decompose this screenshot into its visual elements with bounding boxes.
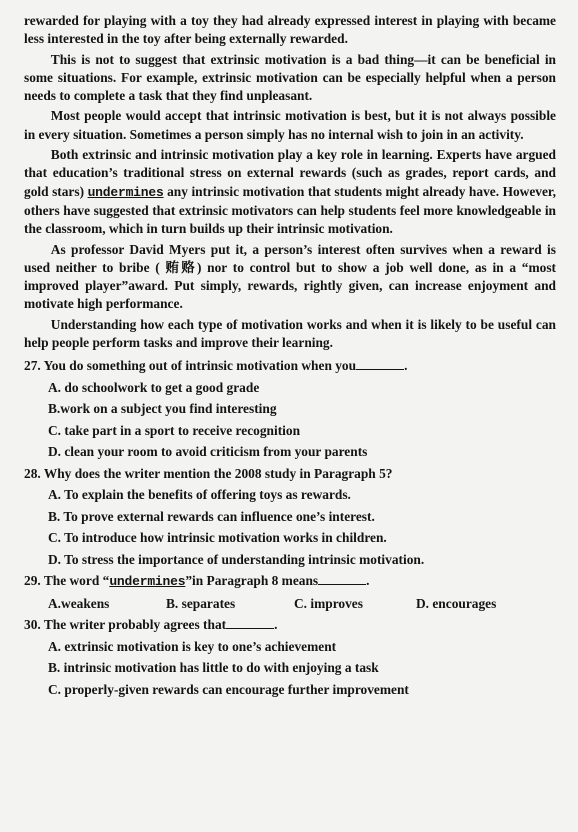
stem-text: . bbox=[404, 358, 408, 374]
option-a[interactable]: A. do schoolwork to get a good grade bbox=[48, 379, 260, 395]
paragraph-4 bbox=[24, 146, 556, 238]
stem-text: 29. The word “ bbox=[24, 573, 110, 589]
paragraph-text: This is not to suggest that extrinsic motivation is a bad thing—it can be beneficial in some situations. For example, extrinsic motivation can be especially helpful when a person needs to complete a task that they find unpleasant. bbox=[24, 51, 556, 104]
paragraph-text: Most people would accept that intrinsic motivation is best, but it is not always possible in every situation. Sometimes a person simply has no internal wish to join in an activity. bbox=[24, 108, 556, 142]
option-d[interactable]: D. clean your room to avoid criticism from your parents bbox=[48, 444, 368, 460]
stem-text: . bbox=[366, 573, 370, 589]
option-a[interactable]: A.weakens bbox=[48, 595, 110, 611]
answer-blank[interactable] bbox=[226, 616, 274, 629]
option-c[interactable]: C. properly-given rewards can encourage further improvement bbox=[48, 681, 409, 697]
paragraph-text: Both extrinsic and intrinsic motivation play a key role in learning. Experts have argued that education’s traditional stress on external rewards (such as grades, report cards, and gold stars) bbox=[24, 147, 556, 199]
paragraph-text: any intrinsic motivation that students might already have. However, others have suggested that extrinsic motivators can help students feel more knowledgeable in the classroom, which in turn builds up their intrinsic motivation. bbox=[24, 183, 556, 237]
paragraph-text: As professor David Myers put it, a person’s interest often survives when a reward is used neither to bribe ( 贿赂) nor to control but to show a job well done, as in a “most improved player”award. Put simply, rewards, rightly given, can increase enjoyment and motivate high performance. bbox=[24, 241, 556, 312]
paragraph-6 bbox=[24, 316, 556, 353]
underlined-word: undermines bbox=[87, 184, 164, 200]
paragraph-1 bbox=[24, 12, 556, 49]
question-29 bbox=[24, 570, 556, 614]
question-30 bbox=[24, 614, 556, 700]
option-b[interactable]: B. To prove external rewards can influence one’s interest. bbox=[48, 508, 375, 524]
stem-text: ”in Paragraph 8 means bbox=[185, 573, 319, 589]
question-stem bbox=[24, 614, 556, 636]
paragraph-3 bbox=[24, 107, 556, 144]
reading-passage bbox=[24, 12, 556, 352]
paragraph-text: Understanding how each type of motivation works and when it is likely to be useful can help people perform tasks and improve their learning. bbox=[24, 316, 556, 351]
question-stem: 28. Why does the writer mention the 2008 study in Paragraph 5? bbox=[24, 465, 393, 481]
answer-blank[interactable] bbox=[318, 572, 366, 585]
option-a[interactable]: A. To explain the benefits of offering toys as rewards. bbox=[48, 487, 351, 503]
answer-blank[interactable] bbox=[356, 357, 404, 370]
option-d[interactable]: D. To stress the importance of understanding intrinsic motivation. bbox=[48, 551, 425, 567]
paragraph-5 bbox=[24, 241, 556, 314]
option-d[interactable]: D. encourages bbox=[416, 595, 497, 611]
option-c[interactable]: C. To introduce how intrinsic motivation works in children. bbox=[48, 530, 387, 546]
stem-text: . bbox=[274, 617, 278, 633]
option-c[interactable]: C. take part in a sport to receive recognition bbox=[48, 422, 301, 438]
question-28 bbox=[24, 463, 556, 571]
option-b[interactable]: B.work on a subject you find interesting bbox=[48, 401, 277, 417]
paragraph-text: rewarded for playing with a toy they had already expressed interest in playing with became less interested in the toy after being externally rewarded. bbox=[24, 13, 556, 47]
option-b[interactable]: B. intrinsic motivation has little to do with enjoying a task bbox=[48, 660, 379, 676]
option-c[interactable]: C. improves bbox=[294, 595, 363, 611]
option-b[interactable]: B. separates bbox=[166, 595, 236, 611]
question-stem bbox=[24, 355, 556, 377]
underlined-word: undermines bbox=[109, 574, 186, 590]
paragraph-2 bbox=[24, 51, 556, 106]
question-stem bbox=[24, 570, 556, 593]
question-27 bbox=[24, 355, 556, 463]
option-a[interactable]: A. extrinsic motivation is key to one’s achievement bbox=[48, 638, 337, 654]
stem-text: 27. You do something out of intrinsic motivation when you bbox=[24, 358, 357, 374]
inline-options bbox=[48, 593, 556, 615]
stem-text: 30. The writer probably agrees that bbox=[24, 617, 227, 633]
